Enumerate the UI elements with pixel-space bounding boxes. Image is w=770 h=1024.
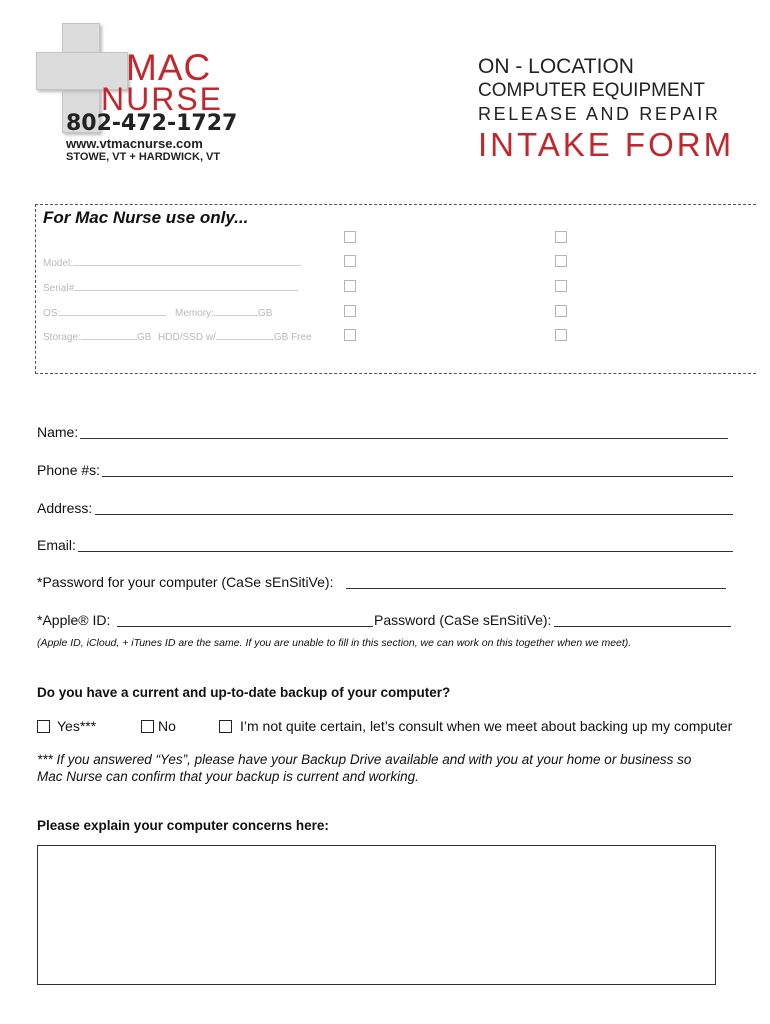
memory-field[interactable]	[214, 306, 258, 316]
gb-free-label: GB Free	[273, 332, 312, 343]
staff-checkbox[interactable]	[344, 329, 356, 341]
backup-yes-label: Yes***	[57, 718, 97, 734]
staff-checkbox[interactable]	[344, 305, 356, 317]
apple-password-field[interactable]	[554, 626, 731, 627]
staff-checkbox[interactable]	[555, 280, 567, 292]
serial-row	[43, 281, 298, 294]
backup-yes-checkbox[interactable]	[37, 720, 50, 733]
model-label: Model:	[43, 258, 74, 269]
os-field[interactable]	[60, 306, 166, 316]
computer-password-label: *Password for your computer (CaSe sEnSitiVe):	[37, 574, 334, 590]
staff-checkbox[interactable]	[555, 231, 567, 243]
storage-gb-unit: GB	[136, 332, 152, 343]
logo-nurse-text: NURSE	[101, 81, 224, 117]
staff-checkbox[interactable]	[555, 329, 567, 341]
storage-label: Storage:	[43, 332, 81, 343]
apple-password-label: Password (CaSe sEnSitiVe):	[374, 612, 552, 628]
phone-field[interactable]	[102, 476, 733, 477]
staff-only-title: For Mac Nurse use only...	[43, 208, 249, 227]
email-label: Email:	[37, 537, 76, 553]
staff-checkbox[interactable]	[344, 255, 356, 267]
staff-checkbox[interactable]	[555, 255, 567, 267]
logo-locations: STOWE, VT + HARDWICK, VT	[66, 151, 221, 163]
name-label: Name:	[37, 424, 79, 440]
backup-note-line-1: *** If you answered “Yes”, please have your Backup Drive available and with you at your home or business so	[37, 752, 692, 767]
hdd-ssd-label: HDD/SSD w/	[158, 332, 216, 343]
backup-unsure-checkbox[interactable]	[219, 720, 232, 733]
memory-gb-unit: GB	[257, 308, 273, 319]
storage-field[interactable]	[81, 330, 137, 340]
model-row	[43, 256, 301, 269]
logo-website: www.vtmacnurse.com	[66, 136, 203, 151]
email-field[interactable]	[78, 551, 733, 552]
heading-line-1: ON - LOCATION	[478, 55, 634, 78]
storage-row	[43, 330, 312, 343]
os-label: OS:	[43, 308, 61, 319]
heading-line-4: INTAKE FORM	[478, 126, 735, 163]
heading-line-2: COMPUTER EQUIPMENT	[478, 80, 705, 101]
name-field[interactable]	[80, 438, 728, 439]
staff-checkbox[interactable]	[344, 280, 356, 292]
memory-label: Memory:	[175, 308, 214, 319]
backup-no-label: No	[158, 718, 176, 734]
model-field[interactable]	[73, 256, 301, 266]
backup-question: Do you have a current and up-to-date backup of your computer?	[37, 685, 451, 700]
serial-field[interactable]	[74, 281, 298, 291]
address-field[interactable]	[95, 514, 733, 515]
apple-id-field[interactable]	[117, 626, 373, 627]
logo-phone: 802-472-1727	[66, 111, 238, 136]
computer-password-field[interactable]	[346, 588, 726, 589]
staff-checkbox[interactable]	[344, 231, 356, 243]
serial-label: Serial#	[43, 283, 75, 294]
backup-unsure-label: I’m not quite certain, let’s consult when we meet about backing up my computer	[240, 718, 733, 734]
apple-id-label: *Apple® ID:	[37, 612, 111, 628]
phone-label: Phone #s:	[37, 462, 101, 478]
concerns-label: Please explain your computer concerns here:	[37, 818, 329, 833]
os-memory-row	[43, 306, 272, 319]
logo-mac-text: MAC	[126, 47, 212, 88]
heading-line-3: RELEASE AND REPAIR	[478, 104, 721, 124]
free-space-field[interactable]	[216, 330, 274, 340]
backup-no-checkbox[interactable]	[141, 720, 154, 733]
apple-id-note: (Apple ID, iCloud, + iTunes ID are the same. If you are unable to fill in this section, we can work on this together when we meet).	[37, 637, 632, 649]
backup-note	[37, 751, 734, 785]
backup-note-line-2: Mac Nurse can confirm that your backup is current and working.	[37, 769, 419, 784]
staff-checkbox[interactable]	[555, 305, 567, 317]
concerns-textarea[interactable]	[37, 845, 716, 985]
address-label: Address:	[37, 500, 93, 516]
